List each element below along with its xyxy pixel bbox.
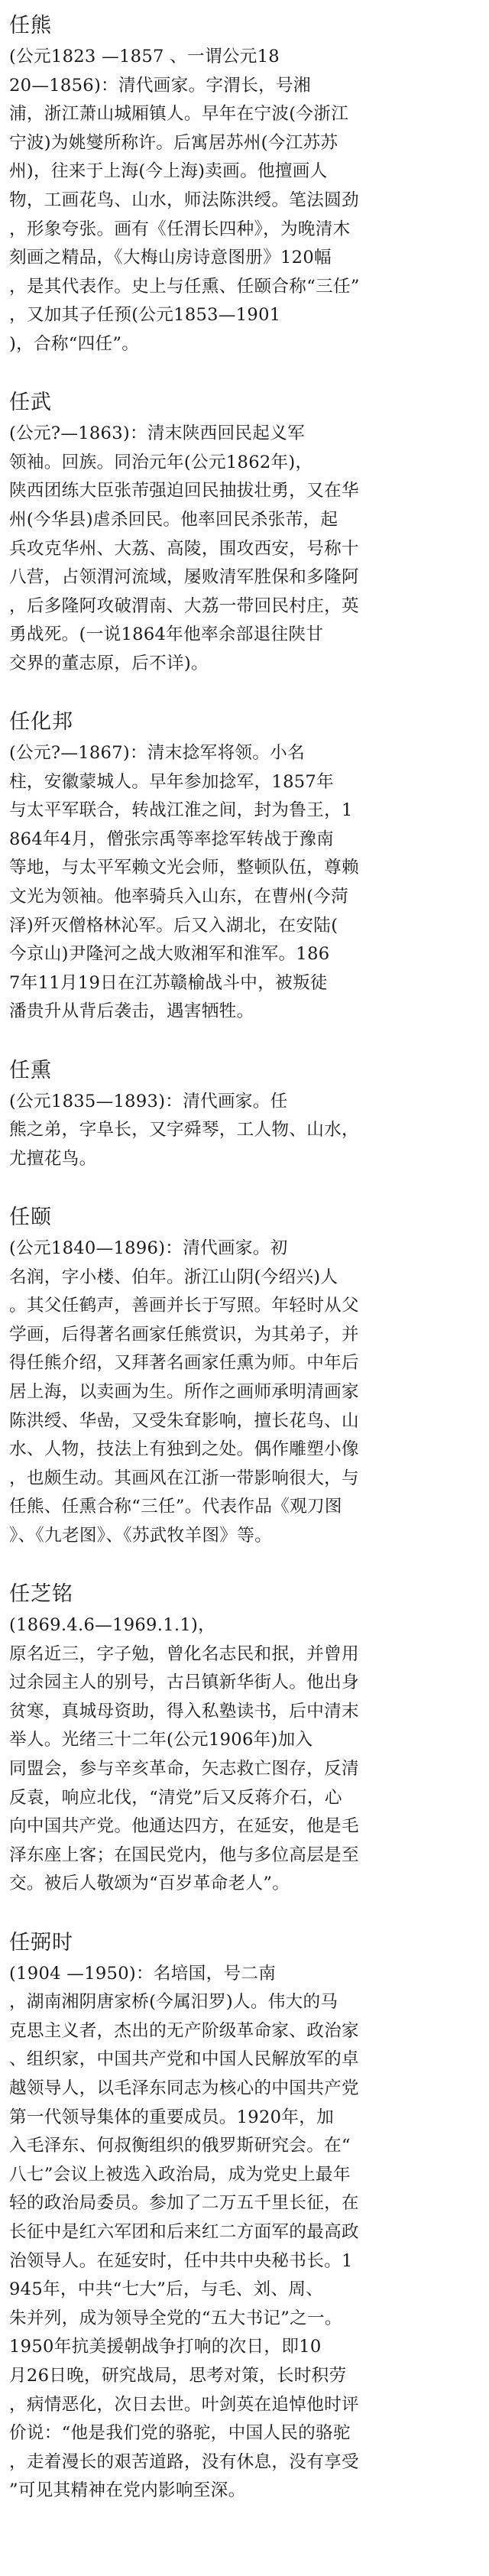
text-line: 名润，字小楼、伯年。浙江山阴(今绍兴)人 xyxy=(9,1267,338,1287)
text-line: 宁波)为姚燮所称许。后寓居苏州(今江苏苏 xyxy=(9,132,338,153)
text-line: 陈洪绶、华嵒，又受朱耷影响，擅长花鸟、山 xyxy=(9,1410,359,1431)
text-line: 勇战死。(一说1864年他率余部退往陕甘 xyxy=(9,625,324,645)
text-line: 交。被后人敬颂为“百岁革命老人”。 xyxy=(9,1874,290,1894)
text-line: 》、《九老图》、《苏武牧羊图》等。 xyxy=(9,1525,272,1546)
text-line: 举人。光绪三十二年(公元1906年)加入 xyxy=(9,1730,313,1750)
text-line: 20—1856)：清代画家。字渭长，号湘 xyxy=(9,75,311,96)
text-line: 州(今华县)虐杀回民。他率回民杀张芾，起 xyxy=(9,509,338,530)
text-line: 交界的董志原，后不详)。 xyxy=(9,653,209,673)
text-line: ，形象夸张。画有《任渭长四种》，为晚清木 xyxy=(9,219,351,239)
entry-name: 任熊 xyxy=(9,14,52,37)
text-line: (1869.4.6—1969.1.1)， xyxy=(9,1615,216,1636)
text-line: (公元1840—1896)：清代画家。初 xyxy=(9,1238,288,1258)
text-line: 过余园主人的别号，古吕镇新华街人。他出身 xyxy=(9,1672,359,1693)
entry-gap xyxy=(9,678,475,707)
biography-entry xyxy=(9,1202,475,1579)
entry-gap xyxy=(9,359,475,388)
text-line: 克思主义者，杰出的无产阶级革命家、政治家 xyxy=(9,2020,359,2041)
text-line: 居上海，以卖画为生。所作之画师承明清画家 xyxy=(9,1381,359,1402)
entry-text xyxy=(9,1088,475,1174)
text-line: 刻画之精品，《大梅山房诗意图册》120幅 xyxy=(9,248,332,268)
text-line: 第一代领导集体的重要成员。1920年，加 xyxy=(9,2107,334,2127)
text-line: 领袖。回族。同治元年(公元1862年)， xyxy=(9,452,313,472)
biography-entry xyxy=(9,11,475,388)
text-line: 向中国共产党。他通达四方，在延安，他是毛 xyxy=(9,1816,359,1837)
text-line: 泽东座上客；在国民党内，他与多位高层是至 xyxy=(9,1844,359,1865)
entry-text xyxy=(9,420,475,678)
text-line: 浦，浙江萧山城厢镇人。早年在宁波(今浙江 xyxy=(9,104,349,125)
text-line: 贫寒，真城母资助，得入私塾读书，后中清末 xyxy=(9,1701,359,1721)
text-line: 、组织家，中国共产党和中国人民解放军的卓 xyxy=(9,2049,359,2070)
text-line: ，是其代表作。史上与任熏、任颐合称“三任” xyxy=(9,276,360,297)
text-line: ”可见其精神在党内影响至深。 xyxy=(9,2480,246,2501)
text-line: 物，工画花鸟、山水，师法陈洪绶。笔法圆劲 xyxy=(9,190,359,210)
entry-name: 任武 xyxy=(9,391,52,415)
text-line: 1950年抗美援朝战争打响的次日，即10 xyxy=(9,2337,322,2357)
entry-text xyxy=(9,43,475,359)
biography-entry xyxy=(9,1928,475,2506)
biography-entry xyxy=(9,1056,475,1202)
text-line: 越领导人，以毛泽东同志为核心的中国共产党 xyxy=(9,2078,359,2098)
text-line: 文光为领袖。他率骑兵入山东，在曹州(今菏 xyxy=(9,887,349,907)
entry-gap xyxy=(9,1027,475,1056)
text-line: (公元1835—1893)：清代画家。任 xyxy=(9,1091,288,1111)
entry-gap xyxy=(9,1551,475,1580)
text-line: 朱并列，成为领导全党的“五大书记”之一。 xyxy=(9,2308,342,2328)
entry-text xyxy=(9,1611,475,1899)
text-line: 与太平军联合，转战江淮之间，封为鲁王，1 xyxy=(9,800,353,821)
text-line: 原名近三，字子勉，曾化名志民和抿，并曾用 xyxy=(9,1643,359,1664)
text-line: 任熊、任熏合称“三任”。代表作品《观刀图 xyxy=(9,1497,342,1517)
entry-gap xyxy=(9,1173,475,1202)
text-line: 尤擅花鸟。 xyxy=(9,1148,97,1169)
text-line: 等地，与太平军赖文光会师，整顿队伍，尊赖 xyxy=(9,858,359,878)
text-line: 学画，后得著名画家任熊赏识，为其弟子，并 xyxy=(9,1324,359,1345)
text-line: 八营，占领渭河流域，屡败清军胜保和多隆阿 xyxy=(9,567,359,588)
text-line: 。其父任鹤声，善画并长于写照。年轻时从父 xyxy=(9,1296,359,1316)
text-line: 月26日晚，研究战局，思考对策，长时积劳 xyxy=(9,2365,347,2386)
text-line: (公元?—1867)：清末捻军将领。小名 xyxy=(9,743,305,764)
text-line: 同盟会，参与辛亥革命，矢志救亡图存，反清 xyxy=(9,1759,359,1780)
text-line: 价说：“他是我们党的骆驼，中国人民的骆驼 xyxy=(9,2423,351,2444)
text-line: )，合称“四任”。 xyxy=(9,333,140,354)
text-line: 熊之弟，字阜长，又字舜琴，工人物、山水， xyxy=(9,1120,359,1140)
text-line: 945年，中共“七大”后，与毛、刘、周、 xyxy=(9,2279,324,2300)
entry-name: 任颐 xyxy=(9,1205,52,1229)
text-line: 入毛泽东、何叔衡组织的俄罗斯研究会。在“ xyxy=(9,2136,351,2156)
text-line: (公元1823 —1857 、一谓公元18 xyxy=(9,47,280,67)
text-line: 长征中是红六军团和后来红二方面军的最高政 xyxy=(9,2221,359,2242)
text-line: 潘贵升从背后袭击，遇害牺牲。 xyxy=(9,1001,254,1022)
entry-name: 任化邦 xyxy=(9,710,73,735)
text-line: 反袁，响应北伐，“清党”后又反蒋介石，心 xyxy=(9,1787,342,1808)
text-line: 八七”会议上被选入政治局，成为党史上最年 xyxy=(9,2164,351,2185)
text-line: 轻的政治局委员。参加了二万五千里长征，在 xyxy=(9,2193,359,2214)
entry-text xyxy=(9,1960,475,2506)
text-line: 州)，往来于上海(今上海)卖画。他擅画人 xyxy=(9,161,328,182)
text-line: 得任熊介绍，又拜著名画家任熏为师。中年后 xyxy=(9,1353,359,1374)
text-line: 864年4月，僧张宗禹等率捻军转战于豫南 xyxy=(9,829,334,849)
text-line: 兵攻克华州、大荔、高陵，围攻西安，号称十 xyxy=(9,538,359,559)
biography-entry xyxy=(9,707,475,1056)
entry-gap xyxy=(9,1899,475,1928)
text-line: ，湖南湘阴唐家桥(今属汨罗)人。伟大的马 xyxy=(9,1992,338,2013)
text-line: ，走着漫长的艰苦道路，没有休息，没有享受 xyxy=(9,2451,359,2472)
text-line: 7年11月19日在江苏赣榆战斗中，被叛徒 xyxy=(9,972,328,993)
biography-entry xyxy=(9,1579,475,1928)
text-line: (1904 —1950)：名培国，号二南 xyxy=(9,1963,277,1984)
text-line: 水、人物，技法上有独到之处。偶作雕塑小像 xyxy=(9,1439,359,1460)
text-line: ，也颇生动。其画风在江浙一带影响很大，与 xyxy=(9,1468,359,1488)
entry-name: 任芝铭 xyxy=(9,1582,73,1607)
text-line: 治领导人。在延安时，任中共中央秘书长。1 xyxy=(9,2250,353,2271)
biography-entry xyxy=(9,388,475,707)
text-line: (公元?—1863)：清末陕西回民起义军 xyxy=(9,423,305,444)
text-line: ，病情恶化，次日去世。叶剑英在追悼他时评 xyxy=(9,2394,359,2415)
entry-name: 任熏 xyxy=(9,1058,52,1082)
text-line: 今京山)尹隆河之战大败湘军和淮军。186 xyxy=(9,944,330,965)
text-line: 陕西团练大臣张芾强迫回民抽拔壮勇，又在华 xyxy=(9,481,359,501)
text-line: ，又加其子任预(公元1853—1901 xyxy=(9,305,281,326)
text-line: 泽)歼灭僧格林沁军。后又入湖北，在安陆( xyxy=(9,915,338,936)
entry-text xyxy=(9,739,475,1027)
entry-text xyxy=(9,1234,475,1551)
text-line: 柱，安徽蒙城人。早年参加捻军，1857年 xyxy=(9,771,334,792)
entry-name: 任弼时 xyxy=(9,1930,73,1955)
text-line: ，后多隆阿攻破渭南、大荔一带回民村庄，英 xyxy=(9,595,359,616)
